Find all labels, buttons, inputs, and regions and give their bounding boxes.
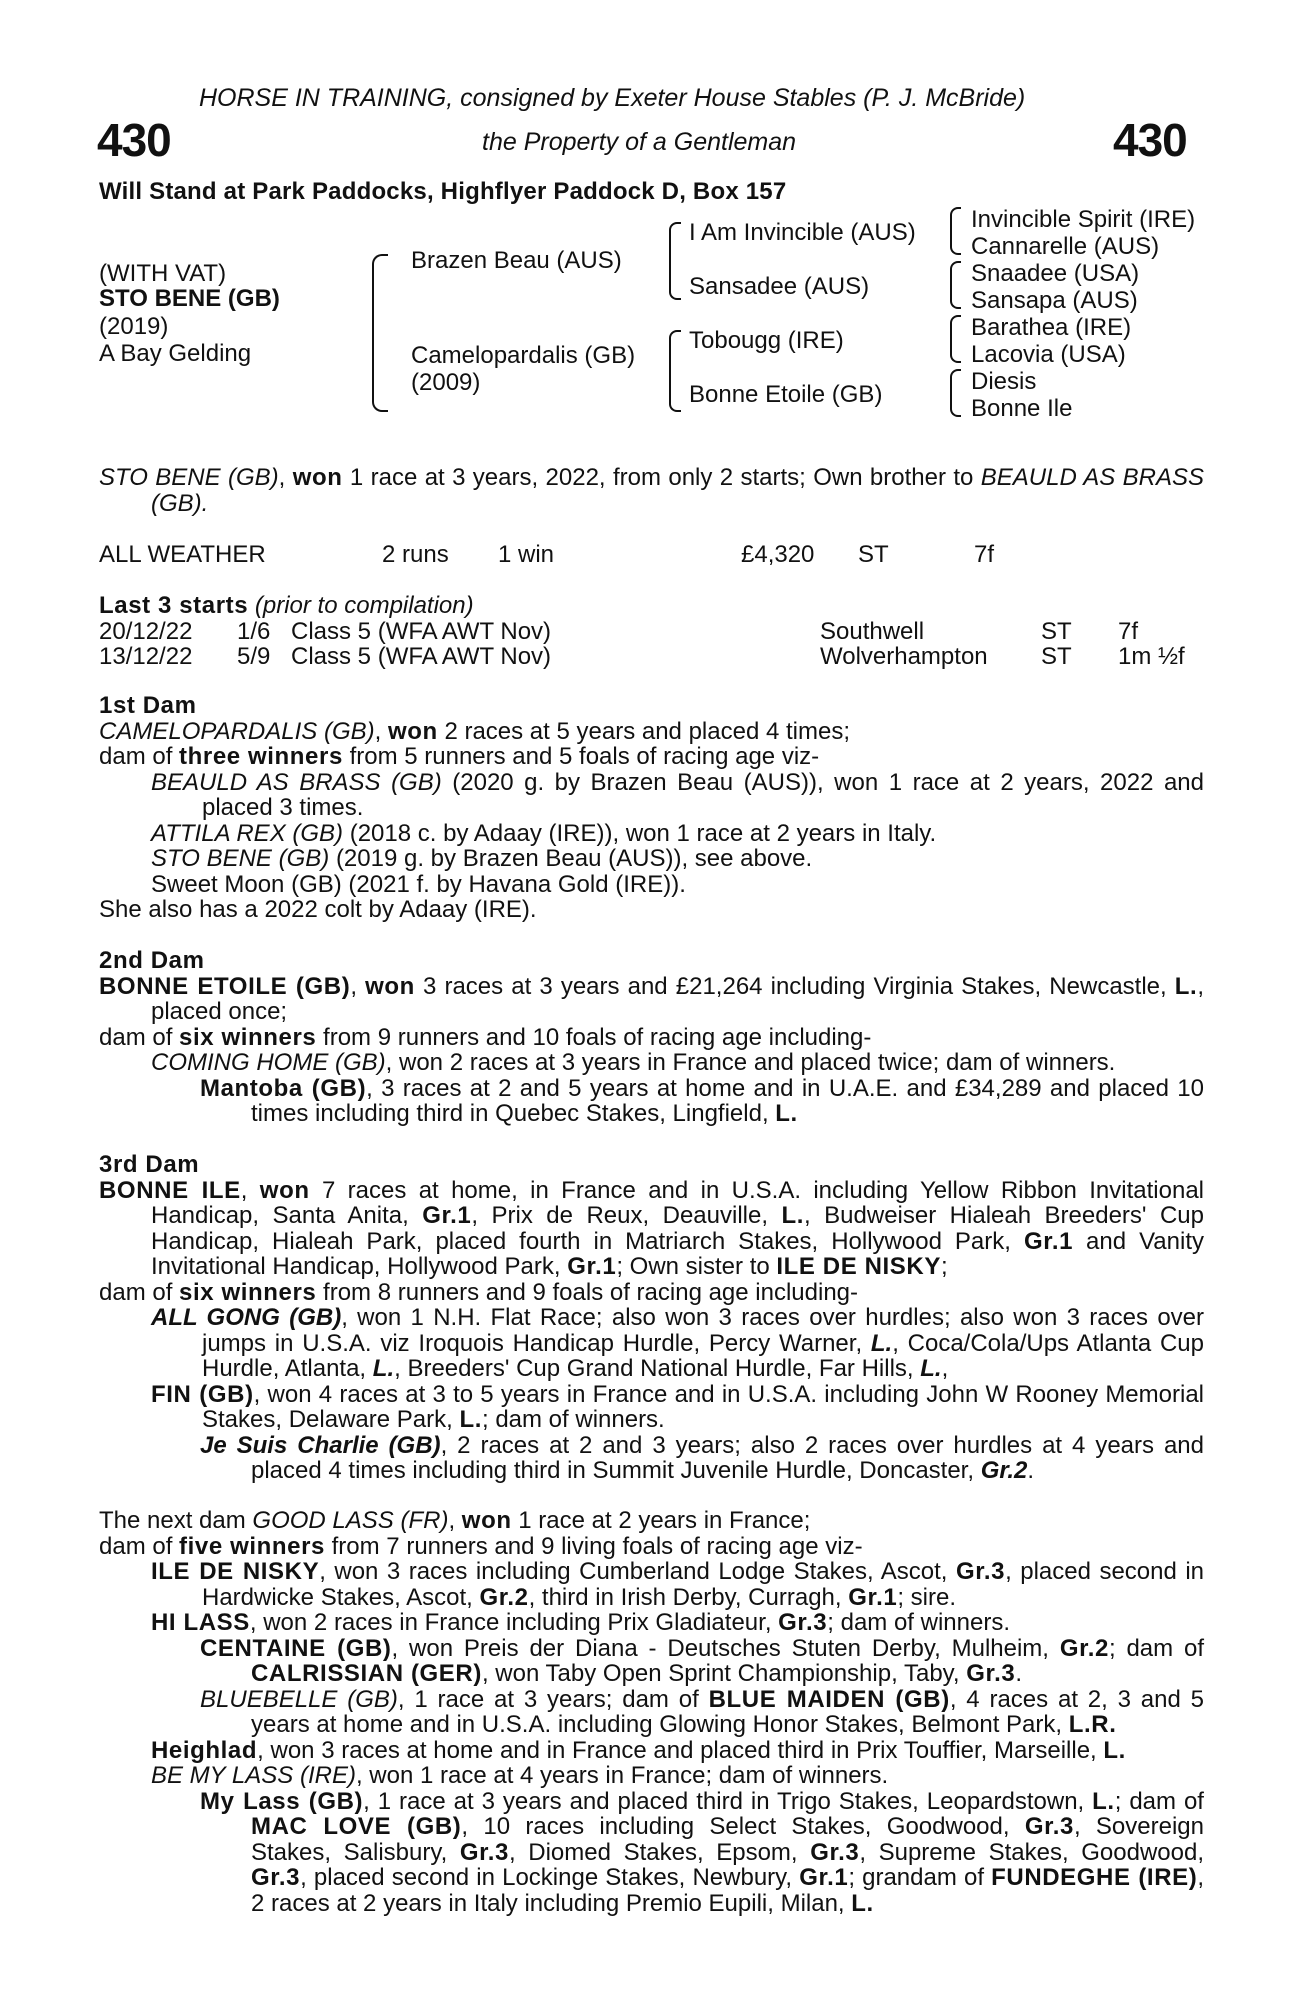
dam-sire: Tobougg (IRE) [689,327,844,354]
last-starts-heading: Last 3 starts (prior to compilation) [99,592,474,619]
start-row-position: 5/9 [237,643,271,670]
second-dam-title: 2nd Dam [99,947,205,974]
stats-earnings: £4,320 [741,541,815,568]
stats-track: ST [858,541,889,568]
pedigree-brace-sire [669,222,681,300]
pedigree-brace-dd [950,369,961,417]
dam: Camelopardalis (GB) [411,342,636,369]
third-dam-section: 3rd Dam BONNE ILE, won 7 races at home, in France and in U.S.A. including Yellow Ribbon Invitational Handicap, Santa Anita, Gr.1, Prix de Reux, Deauville, L., Budweiser Hialeah Breeders' Cup Handicap, Hialeah Park, placed fourth in Matriarch Stakes, Hollywood Park, Gr.1 and Vanity Invitational Handicap, Hollywood Park, Gr.1; Own sister to ILE DE NISKY; dam of six winners from 8 runners and 9 foals of racing age including- ALL GONG (GB), won 1 N.H. Flat Race; also won 3 races over hurdles; also won 3 races over jumps in U.S.A. viz Iroquois Handicap Hurdle, Percy Warner, L., Coca/Cola/Ups Atlanta Cup Hurdle, Atlanta, L., Breeders' Cup Grand National Hurdle, Far Hills, L., FIN (GB), won 4 races at 3 to 5 years in France and in U.S.A. including John W Rooney Memorial Stakes, Delaware Park, L.; dam of winners. Je Suis Charlie (GB), 2 races at 2 and 3 years; also 2 races over hurdles at 4 years and placed 4 times including third in Summit Juvenile Hurdle, Doncaster, Gr.2. [99,1151,1205,1484]
pedigree-brace-sd [950,261,961,309]
progeny-entry: My Lass (GB), 1 race at 3 years and placed third in Trigo Stakes, Leopardstown, L.; dam of MAC LOVE (GB), 10 races including Select Stakes, Goodwood, Gr.3, Sovereign Stakes, Salisbury, Gr.3, Diomed Stakes, Epsom, Gr.3, Supreme Stakes, Goodwood, Gr.3, placed second in Lockinge Stakes, Newbury, Gr.1; grandam of FUNDEGHE (IRE), 2 races at 2 years in Italy including Premio Eupili, Milan, L. [200,1787,1205,1917]
pedigree-brace-ds [950,315,961,363]
summary-horse-name: STO BENE (GB) [99,464,279,491]
progeny-entry: Je Suis Charlie (GB), 2 races at 2 and 3 years; also 2 races over hurdles at 4 years and placed 4 times including third in Summit Juvenile Hurdle, Doncaster, Gr.2. [200,1431,1205,1484]
horse-year: (2019) [99,313,169,340]
start-row-class: Class 5 (WFA AWT Nov) [291,643,552,670]
start-row-surface: ST [1041,643,1072,670]
dam-dam-dam: Bonne Ile [971,395,1073,422]
progeny-entry: ALL GONG (GB), won 1 N.H. Flat Race; also won 3 races over hurdles; also won 3 races over jumps in U.S.A. viz Iroquois Handicap Hurdle, Percy Warner, L., Coca/Cola/Ups Atlanta Cup Hurdle, Atlanta, L., Breeders' Cup Grand National Hurdle, Far Hills, L., [151,1304,1205,1382]
horse-description: A Bay Gelding [99,340,252,367]
start-row-course: Wolverhampton [820,643,988,670]
sire-dam: Sansadee (AUS) [689,273,870,300]
vat-note: (WITH VAT) [99,260,227,287]
sire: Brazen Beau (AUS) [411,247,622,274]
sire-sire-dam: Cannarelle (AUS) [971,233,1160,260]
progeny-entry: Mantoba (GB), 3 races at 2 and 5 years at home and in U.A.E. and £34,289 and placed 10 times including third in Quebec Stakes, Lingfield, L. [200,1074,1205,1127]
first-dam-title: 1st Dam [99,692,197,719]
start-row-date: 13/12/22 [99,643,193,670]
start-row-surface: ST [1041,618,1072,645]
progeny-entry: BEAULD AS BRASS (GB) (2020 g. by Brazen Beau (AUS)), won 1 race at 2 years, 2022 and placed 3 times. [151,768,1204,821]
progeny-entry: Sweet Moon (GB) (2021 f. by Havana Gold (IRE)). [151,870,686,898]
progeny-entry: HI LASS, won 2 races in France including Prix Gladiateur, Gr.3; dam of winners. [151,1609,1011,1636]
pedigree-brace-main [372,254,388,412]
progeny-entry: ILE DE NISKY, won 3 races including Cumberland Lodge Stakes, Ascot, Gr.3, placed second in Hardwicke Stakes, Ascot, Gr.2, third in Irish Derby, Curragh, Gr.1; sire. [151,1558,1205,1611]
progeny-entry: STO BENE (GB) (2019 g. by Brazen Beau (AUS)), see above. [151,845,813,872]
sire-dam-sire: Snaadee (USA) [971,260,1140,287]
lot-number-right: 430 [1113,114,1187,166]
pedigree-brace-ss [950,207,961,255]
dam-sire-sire: Barathea (IRE) [971,314,1132,341]
start-row-position: 1/6 [237,618,271,645]
start-row-distance: 7f [1118,618,1139,645]
sire-sire-sire: Invincible Spirit (IRE) [971,206,1196,233]
second-dam-section: 2nd Dam BONNE ETOILE (GB), won 3 races at 3 years and £21,264 including Virginia Stakes, Newcastle, L., placed once; dam of six winners from 9 runners and 10 foals of racing age including- COMING HOME (GB), won 2 races at 3 years in France and placed twice; dam of winners. Mantoba (GB), 3 races at 2 and 5 years at home and in U.A.E. and £34,289 and placed 10 times including third in Quebec Stakes, Lingfield, L. [99,947,1205,1127]
property-line: the Property of a Gentleman [482,128,797,156]
progeny-entry: COMING HOME (GB), won 2 races at 3 years in France and placed twice; dam of winners. [151,1049,1116,1076]
stats-distance: 7f [974,541,995,568]
start-row-course: Southwell [820,618,925,645]
stats-surface: ALL WEATHER [99,541,266,568]
first-dam-section: 1st Dam CAMELOPARDALIS (GB), won 2 races at 5 years and placed 4 times; dam of three winners from 5 runners and 5 foals of racing age viz- BEAULD AS BRASS (GB) (2020 g. by Brazen Beau (AUS)), won 1 race at 2 years, 2022 and placed 3 times. ATTILA REX (GB) (2018 c. by Adaay (IRE)), won 1 race at 2 years in Italy. STO BENE (GB) (2019 g. by Brazen Beau (AUS)), see above. Sweet Moon (GB) (2021 f. by Havana Gold (IRE)). She also has a 2022 colt by Adaay (IRE). [99,692,1204,923]
dam-dam-sire: Diesis [971,368,1037,395]
start-row-distance: 1m ½f [1118,643,1185,670]
progeny-entry: CENTAINE (GB), won Preis der Diana - Deutsches Stuten Derby, Mulheim, Gr.2; dam of CALRISSIAN (GER), won Taby Open Sprint Championship, Taby, Gr.3. [200,1634,1205,1687]
dam-dam: Bonne Etoile (GB) [689,381,883,408]
stand-location: Will Stand at Park Paddocks, Highflyer Paddock D, Box 157 [99,178,787,205]
stats-wins: 1 win [498,541,555,568]
pedigree-brace-dam [669,330,681,412]
stats-runs: 2 runs [382,541,449,568]
progeny-entry: ATTILA REX (GB) (2018 c. by Adaay (IRE)), won 1 race at 2 years in Italy. [151,819,937,847]
sire-dam-dam: Sansapa (AUS) [971,287,1138,314]
progeny-entry: BLUEBELLE (GB), 1 race at 3 years; dam of BLUE MAIDEN (GB), 4 races at 2, 3 and 5 years at home and in U.S.A. including Glowing Honor Stakes, Belmont Park, L.R. [200,1685,1205,1738]
third-dam-title: 3rd Dam [99,1151,200,1178]
race-summary: STO BENE (GB), won 1 race at 3 years, 2022, from only 2 starts; Own brother to BEAULD AS BRASS (GB). [99,464,1205,517]
progeny-entry: FIN (GB), won 4 races at 3 to 5 years in France and in U.S.A. including John W Rooney Memorial Stakes, Delaware Park, L.; dam of winners. [151,1380,1204,1433]
lot-number-left: 430 [97,114,171,166]
next-dam-section: The next dam GOOD LASS (FR), won 1 race at 2 years in France; dam of five winners from 7 runners and 9 living foals of racing age viz- ILE DE NISKY, won 3 races including Cumberland Lodge Stakes, Ascot, Gr.3, placed second in Hardwicke Stakes, Ascot, Gr.2, third in Irish Derby, Curragh, Gr.1; sire. HI LASS, won 2 races in France including Prix Gladiateur, Gr.3; dam of winners. CENTAINE (GB), won Preis der Diana - Deutsches Stuten Derby, Mulheim, Gr.2; dam of CALRISSIAN (GER), won Taby Open Sprint Championship, Taby, Gr.3. BLUEBELLE (GB), 1 race at 3 years; dam of BLUE MAIDEN (GB), 4 races at 2, 3 and 5 years at home and in U.S.A. including Glowing Honor Stakes, Belmont Park, L.R. Heighlad, won 3 races at home and in France and placed third in Prix Touffier, Marseille, L. BE MY LASS (IRE), won 1 race at 4 years in France; dam of winners. My Lass (GB), 1 race at 3 years and placed third in Trigo Stakes, Leopardstown, L.; dam of MAC LOVE (GB), 10 races including Select Stakes, Goodwood, Gr.3, Sovereign Stakes, Salisbury, Gr.3, Diomed Stakes, Epsom, Gr.3, Supreme Stakes, Goodwood, Gr.3, placed second in Lockinge Stakes, Newbury, Gr.1; grandam of FUNDEGHE (IRE), 2 races at 2 years in Italy including Premio Eupili, Milan, L. [99,1507,1205,1917]
progeny-entry: Heighlad, won 3 races at home and in France and placed third in Prix Touffier, Marseille, L. [151,1736,1126,1764]
dam-sire-dam: Lacovia (USA) [971,341,1126,368]
progeny-entry: BE MY LASS (IRE), won 1 race at 4 years in France; dam of winners. [151,1762,889,1789]
dam-year: (2009) [411,369,481,396]
start-row-class: Class 5 (WFA AWT Nov) [291,618,552,645]
consignor-line: HORSE IN TRAINING, consigned by Exeter House Stables (P. J. McBride) [199,84,1026,112]
start-row-date: 20/12/22 [99,618,193,645]
horse-name: STO BENE (GB) [99,285,280,312]
summary-brother: BEAULD AS BRASS (GB). [151,464,1205,517]
sire-sire: I Am Invincible (AUS) [689,219,916,246]
